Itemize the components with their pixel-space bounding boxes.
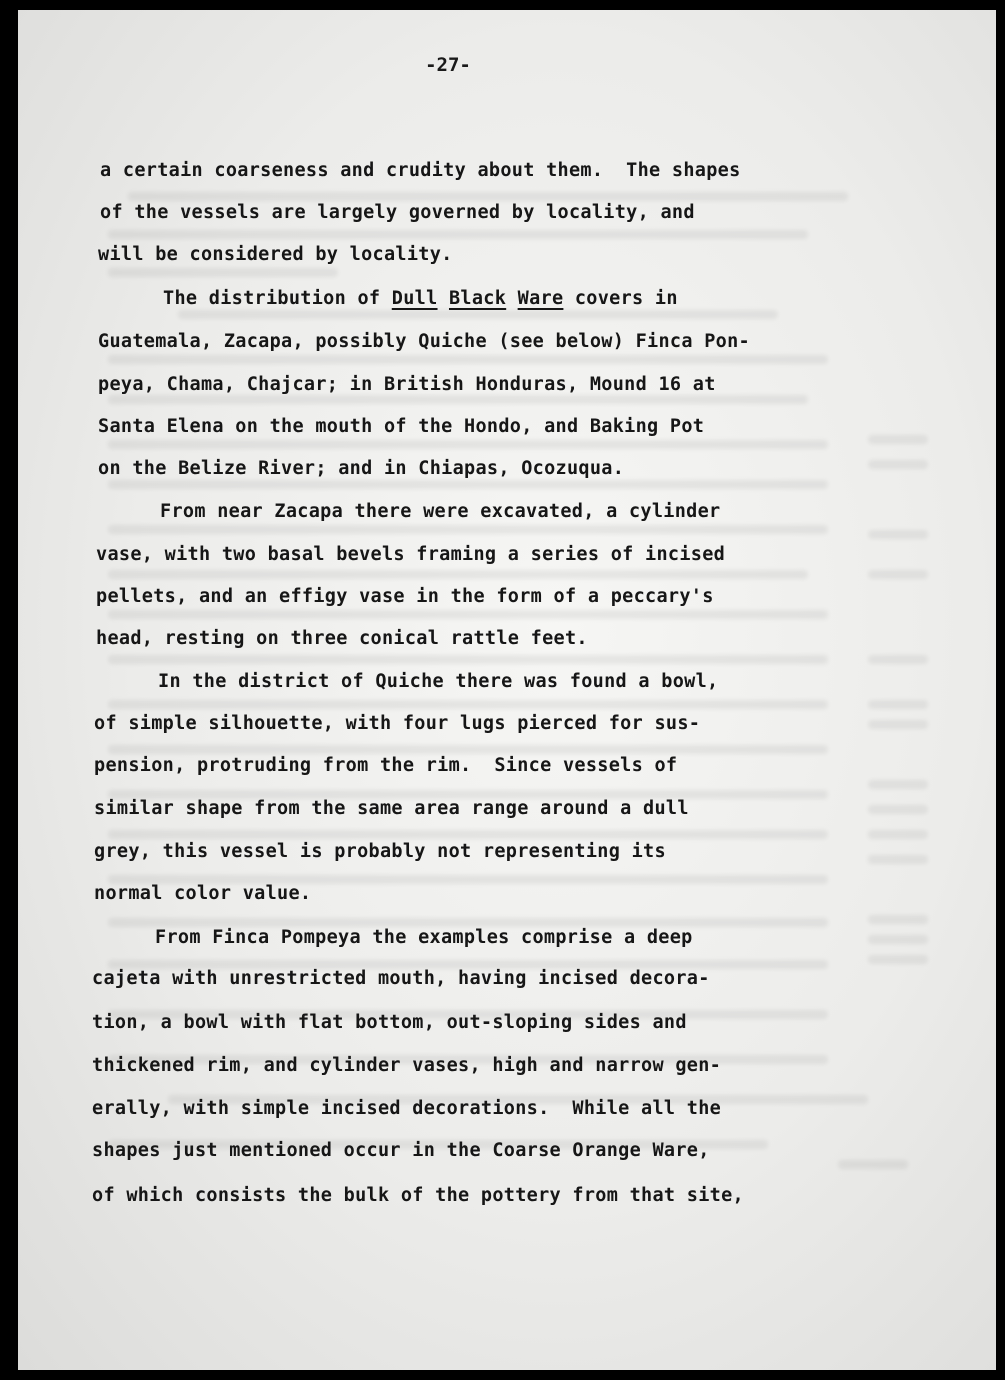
- paragraph-5-line-3: tion, a bowl with flat bottom, out-sloping sides and: [92, 1012, 687, 1033]
- page-number: -27-: [425, 54, 471, 76]
- underlined-term-black: Black: [448, 288, 507, 309]
- underlined-term-ware: Ware: [517, 288, 564, 309]
- paragraph-5-line-2: cajeta with unrestricted mouth, having incised decora-: [92, 968, 710, 989]
- paragraph-5-line-6: shapes just mentioned occur in the Coarse Orange Ware,: [92, 1140, 710, 1161]
- underlined-term-dull: Dull: [391, 288, 438, 309]
- line-text: covers in: [563, 288, 678, 309]
- paragraph-1-line-2: of the vessels are largely governed by locality, and: [100, 202, 695, 223]
- typewritten-page: [18, 10, 996, 1370]
- paragraph-2-line-2: Guatemala, Zacapa, possibly Quiche (see below) Finca Pon-: [98, 331, 750, 352]
- paragraph-5-line-4: thickened rim, and cylinder vases, high and narrow gen-: [92, 1055, 722, 1076]
- paragraph-3-line-4: head, resting on three conical rattle feet.: [96, 628, 588, 649]
- paragraph-2-line-5: on the Belize River; and in Chiapas, Ocozuqua.: [98, 458, 625, 479]
- paragraph-2-line-1: [163, 288, 678, 309]
- paragraph-3-line-3: pellets, and an effigy vase in the form of a peccary's: [96, 586, 714, 607]
- paragraph-4-line-5: grey, this vessel is probably not representing its: [94, 841, 666, 862]
- paragraph-5-line-1: From Finca Pompeya the examples comprise a deep: [155, 927, 693, 948]
- paragraph-5-line-7: of which consists the bulk of the pottery from that site,: [92, 1185, 744, 1206]
- paragraph-4-line-4: similar shape from the same area range around a dull: [94, 798, 689, 819]
- paragraph-4-line-2: of simple silhouette, with four lugs pierced for sus-: [94, 713, 701, 734]
- paragraph-3-line-2: vase, with two basal bevels framing a series of incised: [96, 544, 726, 565]
- paragraph-1-line-3: will be considered by locality.: [98, 244, 453, 265]
- paragraph-2-line-3: peya, Chama, Chajcar; in British Honduras, Mound 16 at: [98, 374, 716, 395]
- paragraph-3-line-1: From near Zacapa there were excavated, a cylinder: [160, 501, 721, 522]
- paragraph-4-line-3: pension, protruding from the rim. Since vessels of: [94, 755, 678, 776]
- line-text: The distribution of: [163, 288, 392, 309]
- paragraph-2-line-4: Santa Elena on the mouth of the Hondo, and Baking Pot: [98, 416, 705, 437]
- paragraph-4-line-1: In the district of Quiche there was found a bowl,: [158, 671, 719, 692]
- paragraph-1-line-1: a certain coarseness and crudity about them. The shapes: [100, 160, 741, 181]
- paragraph-4-line-6: normal color value.: [94, 883, 312, 904]
- paragraph-5-line-5: erally, with simple incised decorations. While all the: [92, 1098, 722, 1119]
